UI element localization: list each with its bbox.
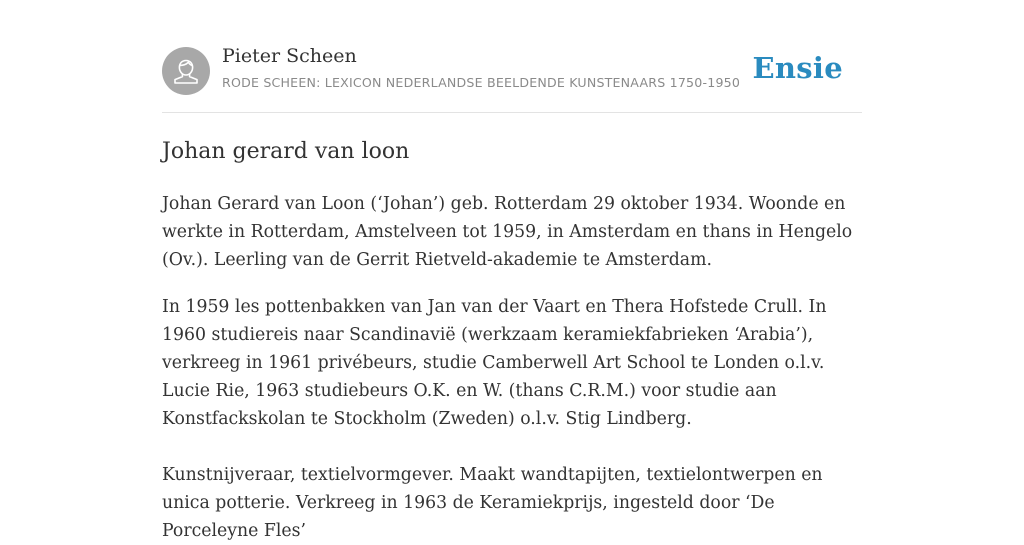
article-paragraph: Johan Gerard van Loon (‘Johan’) geb. Rotterdam 29 oktober 1934. Woonde en werkte in Rotterdam, Amstelveen tot 1959, in Amsterdam en thans in Hengelo (Ov.). Leerling van de Gerrit Rietveld-akademie te Amsterdam. xyxy=(162,194,853,270)
author-name[interactable]: Pieter Scheen xyxy=(222,45,357,67)
article-paragraph: In 1959 les pottenbakken van Jan van der Vaart en Thera Hofstede Crull. In 1960 studiereis naar Scandinavië (werkzaam keramiekfabrieken ‘Arabia’), verkreeg in 1961 privébeurs, studie Camberwell Art School te Londen o.l.v. Lucie Rie, 1963 studiebeurs O.K. en W. (thans C.R.M.) voor studie aan Konstfackskolan te Stockholm (Zweden) o.l.v. Stig Lindberg. xyxy=(162,297,827,429)
article-container xyxy=(162,0,862,541)
article-paragraph: Kunstnijveraar, textielvormgever. Maakt wandtapijten, textielontwerpen en unica potterie. Verkreeg in 1963 de Keramiekprijs, ingesteld door ‘De Porceleyne Fles’ xyxy=(162,465,823,541)
user-avatar-icon[interactable] xyxy=(162,47,210,95)
article-title: Johan gerard van loon xyxy=(162,139,410,164)
brand-logo[interactable]: Ensie xyxy=(752,51,843,85)
article-header xyxy=(162,0,862,113)
author-source: RODE SCHEEN: LEXICON NEDERLANDSE BEELDENDE KUNSTENAARS 1750-1950 xyxy=(222,75,741,90)
